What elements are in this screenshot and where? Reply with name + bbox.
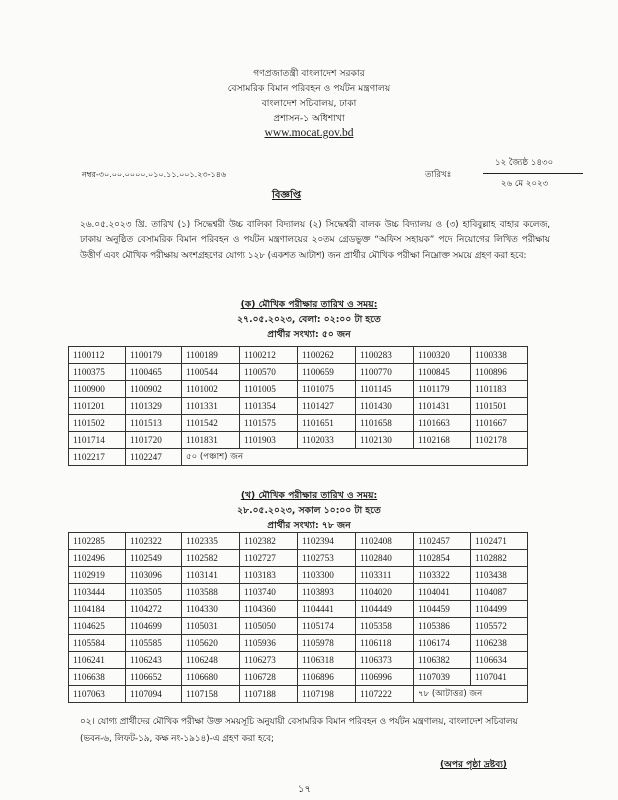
section-a-datetime: ২৭.০৫.২০২৩, বেলা: ০২:০০ টা হতে [237, 314, 381, 325]
roll-number-cell: 1102247 [126, 449, 182, 466]
section-a-roll-table [68, 346, 528, 466]
roll-number-cell: 1106680 [182, 669, 240, 686]
roll-number-cell: 1107094 [126, 686, 182, 703]
roll-number-cell: 1106996 [356, 669, 414, 686]
roll-number-cell: 1105050 [240, 618, 298, 635]
roll-number-cell: 1102033 [298, 432, 356, 449]
roll-number-cell: 1101720 [126, 432, 182, 449]
roll-number-cell: 1101329 [126, 398, 182, 415]
roll-number-cell: 1107041 [471, 669, 528, 686]
roll-number-cell: 1101075 [298, 381, 356, 398]
table-row [69, 686, 528, 703]
roll-number-cell: 1106273 [240, 652, 298, 669]
roll-number-cell: 1101575 [240, 415, 298, 432]
table-row [69, 652, 528, 669]
roll-number-cell: 1107039 [414, 669, 471, 686]
roll-number-cell: 1100375 [69, 364, 126, 381]
ministry-name: বেসামরিক বিমান পরিবহন ও পর্যটন মন্ত্রণালয় [227, 83, 391, 94]
roll-number-cell: 1101831 [182, 432, 240, 449]
roll-number-cell: 1106238 [471, 635, 528, 652]
roll-number-cell: 1102840 [356, 550, 414, 567]
roll-number-cell: 1100770 [356, 364, 414, 381]
roll-number-cell: 1105936 [240, 635, 298, 652]
roll-number-cell: 1101903 [240, 432, 298, 449]
roll-number-cell: 1104330 [182, 601, 240, 618]
table-row [69, 364, 528, 381]
roll-number-cell: 1101427 [298, 398, 356, 415]
roll-number-cell: 1104625 [69, 618, 126, 635]
roll-number-cell: 1105031 [182, 618, 240, 635]
roll-number-cell: 1100544 [182, 364, 240, 381]
roll-number-cell: 1101201 [69, 398, 126, 415]
roll-number-cell: 1100659 [298, 364, 356, 381]
roll-number-cell: 1100189 [182, 347, 240, 364]
roll-number-cell: 1102178 [471, 432, 528, 449]
section-b-datetime: ২৮.০৫.২০২৩, সকাল ১০:০০ টা হতে [237, 505, 381, 516]
roll-number-cell: 1105978 [298, 635, 356, 652]
roll-number-cell: 1101714 [69, 432, 126, 449]
roll-number-cell: 1100900 [69, 381, 126, 398]
roll-number-cell: 1101430 [356, 398, 414, 415]
roll-number-cell: 1100262 [298, 347, 356, 364]
govt-name: গণপ্রজাতন্ত্রী বাংলাদেশ সরকার [253, 68, 365, 79]
roll-number-cell: 1100902 [126, 381, 182, 398]
roll-number-cell: 1101502 [69, 415, 126, 432]
roll-number-cell: 1100179 [126, 347, 182, 364]
roll-number-cell: 1101145 [356, 381, 414, 398]
roll-number-cell: 1105386 [414, 618, 471, 635]
roll-number-cell: 1100896 [471, 364, 528, 381]
table-row [69, 618, 528, 635]
roll-number-cell: 1107063 [69, 686, 126, 703]
continued-note: (অপর পৃষ্ঠা দ্রষ্টব্য) [440, 760, 507, 770]
roll-number-cell: 1101658 [356, 415, 414, 432]
roll-number-cell: 1101005 [240, 381, 298, 398]
roll-number-cell: 1100465 [126, 364, 182, 381]
roll-number-cell: 1104499 [471, 601, 528, 618]
roll-number-cell: 1104449 [356, 601, 414, 618]
roll-number-cell: 1103438 [471, 567, 528, 584]
letterhead [0, 66, 618, 141]
roll-number-cell: 1102168 [414, 432, 471, 449]
roll-number-cell: 1103893 [298, 584, 356, 601]
roll-number-cell: 1104020 [356, 584, 414, 601]
roll-number-cell: 1105584 [69, 635, 126, 652]
roll-number-cell: 1100570 [240, 364, 298, 381]
roll-number-cell: 1103311 [356, 567, 414, 584]
roll-number-cell: 1102496 [69, 550, 126, 567]
roll-number-cell: 1103588 [182, 584, 240, 601]
section-b-header [0, 488, 618, 533]
memo-number: নম্বর-৩০.০০.০০০০.০১০.১১.০০১.২৩-১৪৬ [82, 170, 227, 179]
roll-number-cell: 1101431 [414, 398, 471, 415]
roll-number-cell: 1101663 [414, 415, 471, 432]
roll-number-cell: 1106373 [356, 652, 414, 669]
roll-number-cell: 1102217 [69, 449, 126, 466]
roll-number-cell: 1103096 [126, 567, 182, 584]
roll-number-cell: 1105572 [471, 618, 528, 635]
roll-number-cell: 1105358 [356, 618, 414, 635]
branch-name: প্রশাসন-১ অধিশাখা [273, 113, 345, 124]
roll-number-cell: 1101513 [126, 415, 182, 432]
table-row [69, 584, 528, 601]
roll-number-cell: 1106634 [471, 652, 528, 669]
roll-number-cell: 1101542 [182, 415, 240, 432]
roll-number-cell: 1102582 [182, 550, 240, 567]
roll-number-cell: 1106638 [69, 669, 126, 686]
roll-number-cell: 1104699 [126, 618, 182, 635]
roll-number-cell: 1102457 [414, 533, 471, 550]
roll-number-cell: 1106896 [298, 669, 356, 686]
roll-number-cell: 1105174 [298, 618, 356, 635]
roll-number-cell: 1106382 [414, 652, 471, 669]
roll-number-cell: 1105620 [182, 635, 240, 652]
roll-number-cell: 1106652 [126, 669, 182, 686]
roll-number-cell: 1105585 [126, 635, 182, 652]
roll-number-cell: 1102753 [298, 550, 356, 567]
roll-number-cell: 1104272 [126, 601, 182, 618]
roll-number-cell: 1106248 [182, 652, 240, 669]
roll-number-cell: 1104041 [414, 584, 471, 601]
roll-number-cell: 1107158 [182, 686, 240, 703]
roll-number-cell: 1103322 [414, 567, 471, 584]
roll-number-cell: 1102882 [471, 550, 528, 567]
notice-paragraph: ২৬.০৫.২০২৩ খ্রি. তারিখ (১) সিদ্ধেশ্বরী উচ্চ বালিকা বিদ্যালয় (২) সিদ্ধেশ্বরী বালক উচ্চ বিদ্যালয় ও (৩) হাবিবুল্লাহ বাহার কলেজ, ঢাকায় অনুষ্ঠিত বেসামরিক বিমান পরিবহন ও পর্যটন মন্ত্রণালয়ের ২০তম গ্রেডভুক্ত “অফিস সহায়ক” পদে নিয়োগের লিখিত পরীক্ষায় উত্তীর্ণ এবং মৌখিক পরীক্ষায় অংশগ্রহণের যোগ্য ১২৮ (একশত আটাশ) জন প্রার্থীর মৌখিক পরীক্ষা নিম্নোক্ত সময়ে গ্রহণ করা হবে: [80, 220, 550, 261]
roll-number-cell: 1106118 [356, 635, 414, 652]
roll-number-cell: 1100283 [356, 347, 414, 364]
roll-number-cell: 1101501 [471, 398, 528, 415]
roll-number-cell: 1100112 [69, 347, 126, 364]
roll-number-cell: 1102394 [298, 533, 356, 550]
roll-number-cell: 1104184 [69, 601, 126, 618]
roll-number-cell: 1107222 [356, 686, 414, 703]
table-row [69, 533, 528, 550]
table-row [69, 635, 528, 652]
date-divider [483, 173, 583, 174]
roll-number-cell: 1102322 [126, 533, 182, 550]
table-row [69, 567, 528, 584]
table-row [69, 550, 528, 567]
roll-number-cell: 1106174 [414, 635, 471, 652]
section-a-header [0, 297, 618, 342]
roll-number-cell: 1102471 [471, 533, 528, 550]
date-label: তারিখঃ [425, 170, 452, 180]
notice-title: বিজ্ঞপ্তি [272, 190, 302, 201]
footer-paragraph: ০২। যোগ্য প্রার্থীদের মৌখিক পরীক্ষা উক্ত সময়সূচি অনুযায়ী বেসামরিক বিমান পরিবহন ও পর্যটন মন্ত্রণালয়, বাংলাদেশ সচিবালয় (ভবন-৬, লিফট-১৯, কক্ষ নং-১৯১৪)-এ গ্রহণ করা হবে; [80, 717, 518, 744]
roll-number-cell: 1106243 [126, 652, 182, 669]
roll-number-cell: 1102919 [69, 567, 126, 584]
roll-number-cell: 1100338 [471, 347, 528, 364]
website-link[interactable]: www.mocat.gov.bd [264, 127, 354, 139]
page-mark: ১৭ [298, 784, 311, 795]
roll-number-cell: 1101331 [182, 398, 240, 415]
roll-number-cell: 1101183 [471, 381, 528, 398]
roll-number-cell: 1102854 [414, 550, 471, 567]
section-b-heading: (খ) মৌখিক পরীক্ষার তারিখ ও সময়: [240, 490, 378, 501]
roll-number-cell: 1102382 [240, 533, 298, 550]
roll-number-cell: 1102285 [69, 533, 126, 550]
date-english: ২৬ মে ২০২৩ [501, 179, 549, 189]
roll-number-cell: 1104360 [240, 601, 298, 618]
section-b-roll-table [68, 532, 528, 703]
total-candidates-cell: ৫০ (পঞ্চাশ) জন [182, 449, 528, 466]
roll-number-cell: 1102335 [182, 533, 240, 550]
table-row [69, 601, 528, 618]
roll-number-cell: 1106241 [69, 652, 126, 669]
date-bangla: ১২ জ্যৈষ্ঠ ১৪৩০ [495, 158, 554, 168]
roll-number-cell: 1101179 [414, 381, 471, 398]
total-candidates-cell: ৭৮ (আটাত্তর) জন [414, 686, 528, 703]
roll-number-cell: 1102130 [356, 432, 414, 449]
roll-number-cell: 1107198 [298, 686, 356, 703]
roll-number-cell: 1104441 [298, 601, 356, 618]
roll-number-cell: 1103505 [126, 584, 182, 601]
roll-number-cell: 1102408 [356, 533, 414, 550]
secretariat-name: বাংলাদেশ সচিবালয়, ঢাকা [261, 98, 357, 109]
section-a-count: প্রার্থীর সংখ্যা: ৫০ জন [267, 329, 351, 340]
table-row [69, 347, 528, 364]
table-row [69, 669, 528, 686]
table-row [69, 381, 528, 398]
section-a-heading: (ক) মৌখিক পরীক্ষার তারিখ ও সময়: [240, 299, 378, 310]
roll-number-cell: 1101354 [240, 398, 298, 415]
roll-number-cell: 1103740 [240, 584, 298, 601]
roll-number-cell: 1107188 [240, 686, 298, 703]
section-b-count: প্রার্থীর সংখ্যা: ৭৮ জন [267, 520, 351, 531]
roll-number-cell: 1101667 [471, 415, 528, 432]
table-row [69, 398, 528, 415]
roll-number-cell: 1102549 [126, 550, 182, 567]
roll-number-cell: 1106318 [298, 652, 356, 669]
roll-number-cell: 1101651 [298, 415, 356, 432]
roll-number-cell: 1102727 [240, 550, 298, 567]
roll-number-cell: 1100212 [240, 347, 298, 364]
roll-number-cell: 1103300 [298, 567, 356, 584]
roll-number-cell: 1101002 [182, 381, 240, 398]
table-row [69, 449, 528, 466]
roll-number-cell: 1103141 [182, 567, 240, 584]
table-row [69, 432, 528, 449]
roll-number-cell: 1100845 [414, 364, 471, 381]
roll-number-cell: 1103444 [69, 584, 126, 601]
roll-number-cell: 1106728 [240, 669, 298, 686]
table-row [69, 415, 528, 432]
roll-number-cell: 1104087 [471, 584, 528, 601]
roll-number-cell: 1104459 [414, 601, 471, 618]
roll-number-cell: 1100320 [414, 347, 471, 364]
roll-number-cell: 1103183 [240, 567, 298, 584]
